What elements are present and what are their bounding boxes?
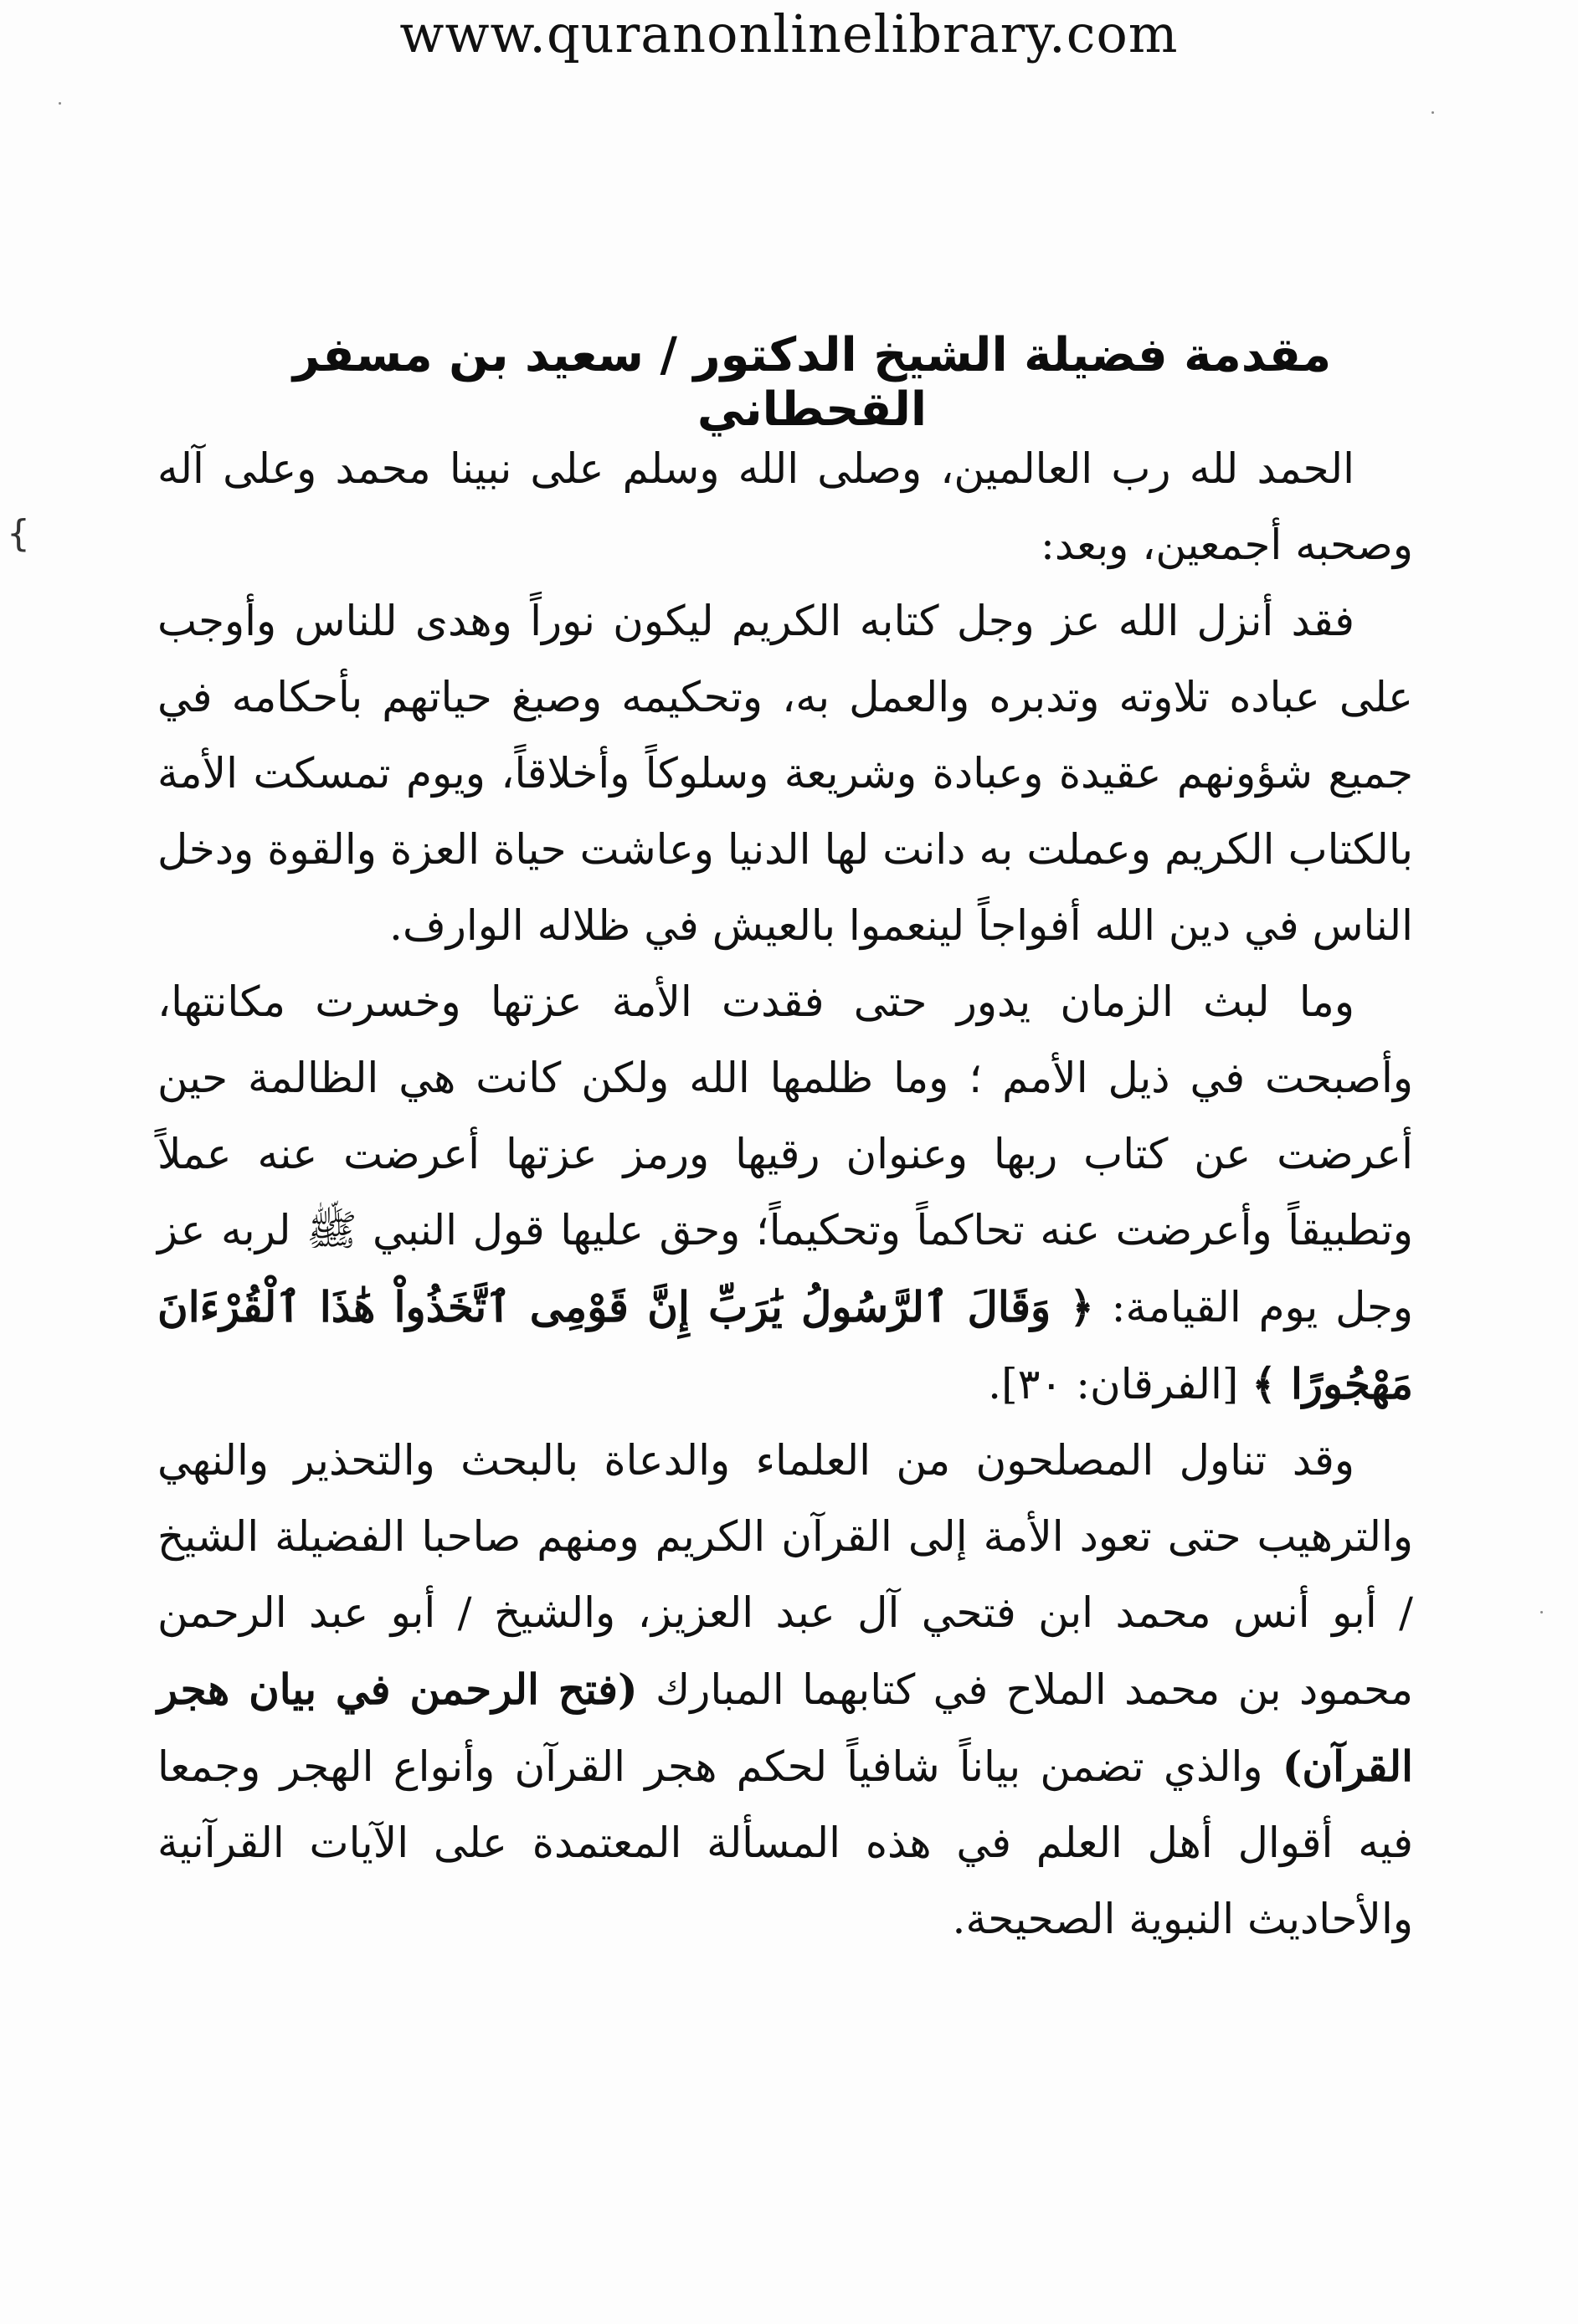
scan-speck [59,102,61,105]
verse-citation: [الفرقان: ٣٠]. [988,1360,1239,1408]
page-title: مقدمة فضيلة الشيخ الدكتور / سعيد بن مسفر القحطاني [292,328,1332,437]
paragraph-4 [157,1423,1413,1957]
paragraph-3 [157,964,1413,1423]
book-title: (فتح الرحمن في بيان هجر القرآن) [157,1665,1413,1791]
scan-speck [1432,111,1434,114]
paragraph-4-text-end: والذي تضمن بياناً شافياً لحكم هجر القرآن وأنواع الهجر وجمعا فيه أقوال أهل العلم في هذه المسألة المعتمدة على الآيات القرآنية والأحاديث النبوية الصحيحة. [157,1742,1413,1943]
paragraph-3-text: وما لبث الزمان يدور حتى فقدت الأمة عزتها وخسرت مكانتها، وأصبحت في ذيل الأمم ؛ وما ظلمها الله ولكن كانت هي الظالمة حين أعرضت عن كتاب ربها وعنوان رقيها ورمز عزتها أعرضت عنه عملاً وتطبيقاً وأعرضت عنه تحاكماً وتحكيماً؛ وحق عليها قول النبي ﷺ لربه عز وجل يوم القيامة: [157,977,1413,1331]
site-url-header: www.quranonlinelibrary.com [399,3,1179,64]
paragraph-4-text-start: وقد تناول المصلحون من العلماء والدعاة بالبحث والتحذير والنهي والترهيب حتى تعود الأمة إلى القرآن الكريم ومنهم صاحبا الفضيلة الشيخ / أبو أنس محمد ابن فتحي آل عبد العزيز، والشيخ / أبو عبد الرحمن محمود بن محمد الملاح في كتابهما المبارك [157,1436,1413,1714]
scan-speck [1540,1611,1543,1613]
margin-bracket-mark: { [7,512,30,555]
quran-verse: ﴿ وَقَالَ ٱلرَّسُولُ يَٰرَبِّ إِنَّ قَوْمِى ٱتَّخَذُواْ هَٰذَا ٱلْقُرْءَانَ مَهْجُورًا ﴾ [157,1282,1413,1408]
paragraph-1: الحمد لله رب العالمين، وصلى الله وسلم على نبينا محمد وعلى آله وصحبه أجمعين، وبعد: [157,444,1413,569]
body-text [157,431,1413,1957]
paragraph-2: فقد أنزل الله عز وجل كتابه الكريم ليكون نوراً وهدى للناس وأوجب على عباده تلاوته وتدبره والعمل به، وتحكيمه وصبغ حياتهم بأحكامه في جميع شؤونهم عقيدة وعبادة وشريعة وسلوكاً وأخلاقاً، ويوم تمسكت الأمة بالكتاب الكريم وعملت به دانت لها الدنيا وعاشت حياة العزة والقوة ودخل الناس في دين الله أفواجاً لينعموا بالعيش في ظلاله الوارف. [157,597,1413,950]
